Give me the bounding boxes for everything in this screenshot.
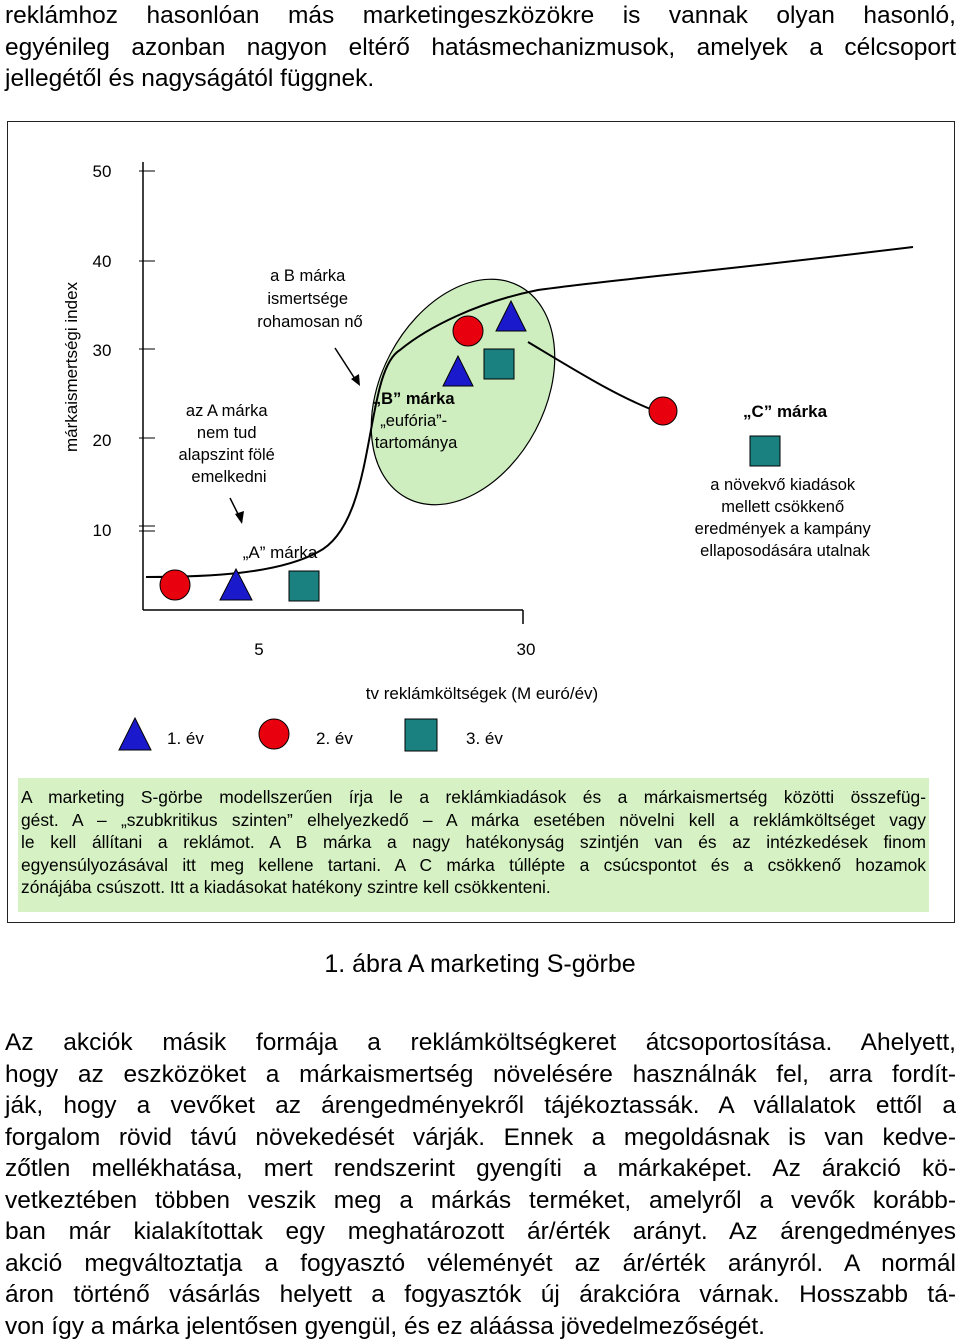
arrow-b	[335, 348, 357, 382]
annotation-line: alapszint fölé	[178, 446, 275, 464]
annotation-line: az A márka	[185, 402, 268, 420]
arrow-head	[235, 511, 244, 524]
caption-line: A marketing S-görbe modellszerűen írja le a reklámkiadások és a márkaismertség közötti összefüg-	[21, 787, 926, 807]
annotation-line: a növekvő kiadások	[710, 476, 856, 494]
y-axis-label: márkaismertségi index	[62, 281, 81, 453]
figure-title: 1. ábra A marketing S-görbe	[324, 950, 636, 978]
text-line: vetkeztében többen veszik meg a márkás terméket, amelyről a vevők korább-	[5, 1186, 956, 1214]
legend-triangle-icon	[119, 718, 151, 750]
annotation-b	[257, 267, 363, 331]
brand-b-line: „eufória”-	[380, 412, 448, 430]
text-line: von így a márka jelentősen gyengül, és ez aláássa jövedelmezőségét.	[5, 1312, 765, 1340]
text-line: hogy az eszközöket a márkaismertség növelésére használnák fel, arra fordít-	[5, 1060, 956, 1088]
brand-c-year3-marker	[750, 436, 780, 466]
brand-b-year3-marker	[484, 349, 514, 379]
body-paragraph	[5, 1027, 956, 1342]
text-line: akció megváltoztatja a fogyasztó véleményét az ár/érték arányról. A normál	[5, 1249, 956, 1277]
text-line: jellegétől és nagyságától függnek.	[5, 65, 375, 92]
intro-paragraph	[5, 0, 956, 95]
x-tick-label: 30	[516, 640, 536, 659]
annotation-line: nem tud	[196, 424, 257, 442]
brand-a-year2-marker	[160, 570, 190, 600]
annotation-line: ismertsége	[267, 290, 349, 308]
brand-b-line: „B” márka	[372, 390, 455, 408]
brand-b-year2-marker	[453, 316, 483, 346]
text-line: egyénileg azonban nagyon eltérő hatásmechanizmusok, amelyek a célcsoport	[5, 33, 956, 61]
x-axis-label: tv reklámköltségek (M euró/év)	[365, 684, 599, 703]
brand-b-label	[373, 390, 459, 452]
annotation-line: rohamosan nő	[257, 313, 363, 331]
annotation-line: ellaposodására utalnak	[700, 542, 870, 560]
brand-c-year2-marker	[649, 397, 677, 425]
legend-circle-icon	[259, 719, 289, 749]
legend-label: 3. év	[466, 729, 503, 748]
caption-line: zónájába csúszott. Itt a kiadásokat hatékony szintre kell csökkenteni.	[21, 877, 551, 898]
text-line: ják, hogy a vevőket az árengedményekről tájékoztassák. A vállalatok ettől a	[5, 1092, 956, 1119]
text-line: zőtlen mellékhatása, mert rendszerint gyengíti a márkaképet. Az árakció kö-	[5, 1155, 956, 1182]
text-line: reklámhoz hasonlóan más marketingeszközökre is vannak olyan hasonló,	[5, 2, 956, 29]
legend-square-icon	[405, 719, 437, 751]
text-line: Az akciók másik formája a reklámköltségkeret átcsoportosítása. Ahelyett,	[5, 1029, 956, 1056]
caption-line: egyensúlyozásával itt meg kellene tartani. A C márka túllépte a csúcspontot és a csökkenő hozamok	[21, 854, 926, 875]
annotation-c	[695, 476, 876, 560]
legend-label: 2. év	[316, 729, 353, 748]
brand-b-line: tartománya	[374, 434, 458, 452]
y-tick-label: 30	[92, 341, 112, 360]
legend-label: 1. év	[167, 729, 204, 748]
text-line: áron történő vásárlás helyett a fogyasztók új árakcióra várnak. Hosszabb tá-	[5, 1281, 956, 1308]
x-tick-label: 5	[254, 640, 264, 659]
annotation-line: a B márka	[270, 267, 346, 285]
text-line: ban már kialakítottak egy meghatározott ár/érték arányt. Az árengedményes	[5, 1218, 956, 1245]
caption-line: le kell állítani a reklámot. A B márka a nagy hatékonyság szintjén van és az intézkedések finom	[21, 832, 926, 853]
brand-a-year3-marker	[289, 571, 319, 601]
annotation-line: eredmények a kampány	[694, 520, 871, 538]
annotation-line: emelkedni	[191, 468, 267, 486]
y-tick-label: 40	[92, 252, 112, 271]
text-line: forgalom rövid távú növekedését várják. Ennek a megoldásnak is van kedve-	[5, 1123, 956, 1151]
figure-caption-box	[18, 778, 929, 912]
caption-line: gést. A – „szubkritikus szinten” elhelyezkedő – A márka esetében növelni kell a reklámköltséget vagy	[21, 809, 926, 830]
brand-a-label: „A” márka	[242, 543, 318, 562]
y-tick-label: 50	[92, 162, 112, 181]
annotation-a	[179, 402, 280, 486]
brand-c-label: „C” márka	[742, 402, 828, 421]
y-tick-label: 10	[92, 521, 112, 540]
y-tick-label: 20	[92, 431, 112, 450]
annotation-line: mellett csökkenő	[721, 498, 845, 516]
